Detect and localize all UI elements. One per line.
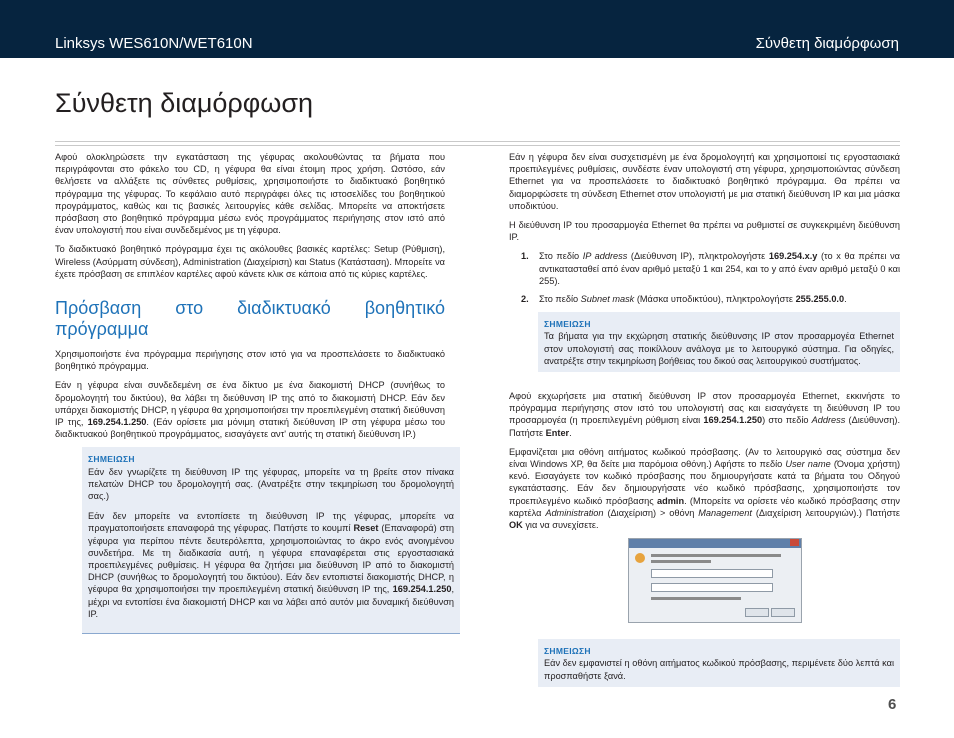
list-item: 1. Στο πεδίο IP address (Διεύθυνση IP), πληκτρολογήστε 169.254.x.y (το x θα πρέπει να αντικατασταθεί από έναν αριθμό μεταξύ 1 και 254, και το y από έναν αριθμό μεταξύ 0 και 255). [521,251,900,286]
dhcp-paragraph: Εάν η γέφυρα είναι συνδεδεμένη σε ένα δίκτυο με ένα διακομιστή DHCP (συνήθως το δρομολογητή του δικτύου), θα λάβει τη διεύθυνση IP της από το διακομιστή DHCP. Εάν δεν υπάρχει διακομιστής DHCP, η γέφυρα θα χρησιμοποιήσει την προεπιλεγμένη στατική διεύθυνση IP της, 169.254.1.250. (Εάν ορίσετε μια μόνιμη στατική διεύθυνση IP στη γέφυρα μέσω του διαδικτυακού βοηθητικού προγράμματος, εισαγάγετε αντ' αυτής τη στατική διεύθυνση IP.) [55,380,445,440]
section-name: Σύνθετη διαμόρφωση [755,35,899,52]
title-divider [55,141,900,142]
product-name: Linksys WES610N/WET610N [55,35,253,52]
dialog-text-line [651,560,711,563]
note-title: ΣΗΜΕΙΩΣΗ [544,646,591,657]
cancel-button [771,608,795,617]
note-box [538,639,900,687]
page-header [0,0,954,58]
password-field [651,583,773,592]
address-paragraph: Αφού εκχωρήσετε μια στατική διεύθυνση IP στον προσαρμογέα Ethernet, εκκινήστε το πρόγραμμα περιήγησης στον ιστό του υπολογιστή σας και εισαγάγετε τη διεύθυνση IP του προσαρμογέα (η προεπιλεγμένη ρύθμιση είναι 169.254.1.250) στο πεδίο Address (Διεύθυνση). Πατήστε Enter. [509,391,900,438]
note-text: Τα βήματα για την εκχώρηση στατικής διεύθυνσης IP στον προσαρμογέα Ethernet στον υπολογιστή σας ποικίλλουν ανάλογα με το λειτουργικό σύστημα. Για οδηγίες, ανατρέξτε στην τεκμηρίωση βοήθειας του δικού σας λειτουργικού συστήματος. [544,331,894,366]
page-number: 6 [888,696,897,713]
section-heading: Πρόσβαση στο διαδικτυακό βοηθητικό πρόγραμμα [55,298,445,340]
note-text: Εάν δεν μπορείτε να εντοπίσετε τη διεύθυνση IP της γέφυρας, μπορείτε να πραγματοποιήσετε επαναφορά της γέφυρας. Πατήστε το κουμπί Reset (Επαναφορά) στη γέφυρα για περίπου πέντε δευτερόλεπτα, χρησιμοποιώντας το άκρο ενός ανοιγμένου συνδετήρα. Με τη διαδικασία αυτή, η γέφυρα επαναφέρεται στις εργοστασιακά προεπιλεγμένες ρυθμίσεις. Η γέφυρα θα ζητήσει μια διεύθυνση IP από το διακομιστή DHCP (συνήθως το δρομολογητή του δικτύου). Εάν δεν εντοπιστεί διακομιστής DHCP, η γέφυρα θα χρησιμοποιήσει την προεπιλεγμένη στατική διεύθυνση IP της, 169.254.1.250, μέχρι να εντοπίσει ένα διακομιστή DHCP και να λάβει από αυτόν μια δυναμική διεύθυνση IP. [88,511,455,619]
page-title: Σύνθετη διαμόρφωση [55,88,314,118]
ok-button [745,608,769,617]
left-column [55,151,455,634]
password-dialog-screenshot [628,538,802,623]
router-paragraph: Εάν η γέφυρα δεν είναι συσχετισμένη με ένα δρομολογητή και χρησιμοποιεί τις εργοστασιακά προεπιλεγμένες ρυθμίσεις, συνδέστε έναν υπολογιστή στη γέφυρα, χρησιμοποιώντας σύνδεση Ethernet για να προσπελάσετε το διαδικτυακό βοηθητικό πρόγραμμα. Θα πρέπει να διαμορφώσετε τη σύνδεση Ethernet στον υπολογιστή με μια στατική διεύθυνση IP και μια μάσκα υποδικτύου. [509,152,900,211]
right-column [509,151,900,687]
note-text: Εάν δεν γνωρίζετε τη διεύθυνση IP της γέφυρας, μπορείτε να τη βρείτε στον πίνακα πελατών DHCP του δρομολογητή σας. (Ανατρέξτε στην τεκμηρίωση του δρομολογητή σας.) [88,466,454,502]
browser-paragraph: Χρησιμοποιήστε ένα πρόγραμμα περιήγησης στον ιστό για να προσπελάσετε το διαδικτυακό βοηθητικό πρόγραμμα. [55,349,445,372]
note-box [82,447,460,634]
dialog-text-line [651,554,781,557]
username-field [651,569,773,578]
dialog-text-line [651,597,741,600]
steps-list [509,250,900,305]
note-title: ΣΗΜΕΙΩΣΗ [88,454,135,465]
note-title: ΣΗΜΕΙΩΣΗ [544,319,591,330]
dialog-titlebar [629,539,801,548]
note-text: Εάν δεν εμφανιστεί η οθόνη αιτήματος κωδικού πρόσβασης, περιμένετε δύο λεπτά και προσπαθήστε ξανά. [544,658,894,681]
intro-paragraph: Αφού ολοκληρώσετε την εγκατάσταση της γέφυρας ακολουθώντας τα βήματα που περιγράφονται στο φάκελο του CD, η γέφυρα θα είναι έτοιμη προς χρήση. Ωστόσο, εάν θελήσετε να αλλάξετε τις σύνθετες ρυθμίσεις, χρησιμοποιήστε το διαδικτυακό βοηθητικό πρόγραμμα της γέφυρας. Το κεφάλαιο αυτό περιγράφει όλες τις ιστοσελίδες του βοηθητικού προγράμματος, καθώς και τις βασικές λειτουργίες κάθε σελίδας. Μπορείτε να αποκτήσετε πρόσβαση στο βοηθητικό πρόγραμμα μέσω ενός προγράμματος περιήγησης στον ιστό από έναν υπολογιστή που είναι συνδεδεμένος με τη γέφυρα. [55,152,445,236]
tabs-paragraph: Το διαδικτυακό βοηθητικό πρόγραμμα έχει τις ακόλουθες βασικές καρτέλες: Setup (Ρύθμιση), Wireless (Ασύρματη σύνδεση), Administration (Διαχείριση) και Status (Κατάσταση). Μπορείτε να έχετε πρόσβαση σε επιπλέον καρτέλες αφού κάνετε κλικ σε κάποια από τις κύριες καρτέλες. [55,244,445,279]
adapter-paragraph: Η διεύθυνση IP του προσαρμογέα Ethernet θα πρέπει να ρυθμιστεί σε συγκεκριμένη διεύθυνση IP. [509,220,900,243]
list-item: 2. Στο πεδίο Subnet mask (Μάσκα υποδικτύου), πληκτρολογήστε 255.255.0.0. [521,294,847,305]
close-icon [790,539,799,546]
note-box [538,312,900,372]
title-divider-2 [55,145,900,146]
warning-icon [635,553,645,563]
password-paragraph: Εμφανίζεται μια οθόνη αιτήματος κωδικού πρόσβασης. (Αν το λειτουργικό σας σύστημα δεν είναι Windows XP, θα δείτε μια παρόμοια οθόνη.) Αφήστε το πεδίο User name (Όνομα χρήστη) κενό. Εισαγάγετε τον κωδικό πρόσβασης που δημιουργήσατε κατά τα βήματα του Οδηγού εγκατάστασης. Εάν δεν δημιουργήσατε νέο κωδικό πρόσβασης, χρησιμοποιήστε τον προεπιλεγμένο κωδικό πρόσβασης admin. (Μπορείτε να ορίσετε νέο κωδικό πρόσβασης στην καρτέλα Administration (Διαχείριση) > οθόνη Management (Διαχείριση λειτουργιών).) Πατήστε OK για να συνεχίσετε. [509,446,901,531]
